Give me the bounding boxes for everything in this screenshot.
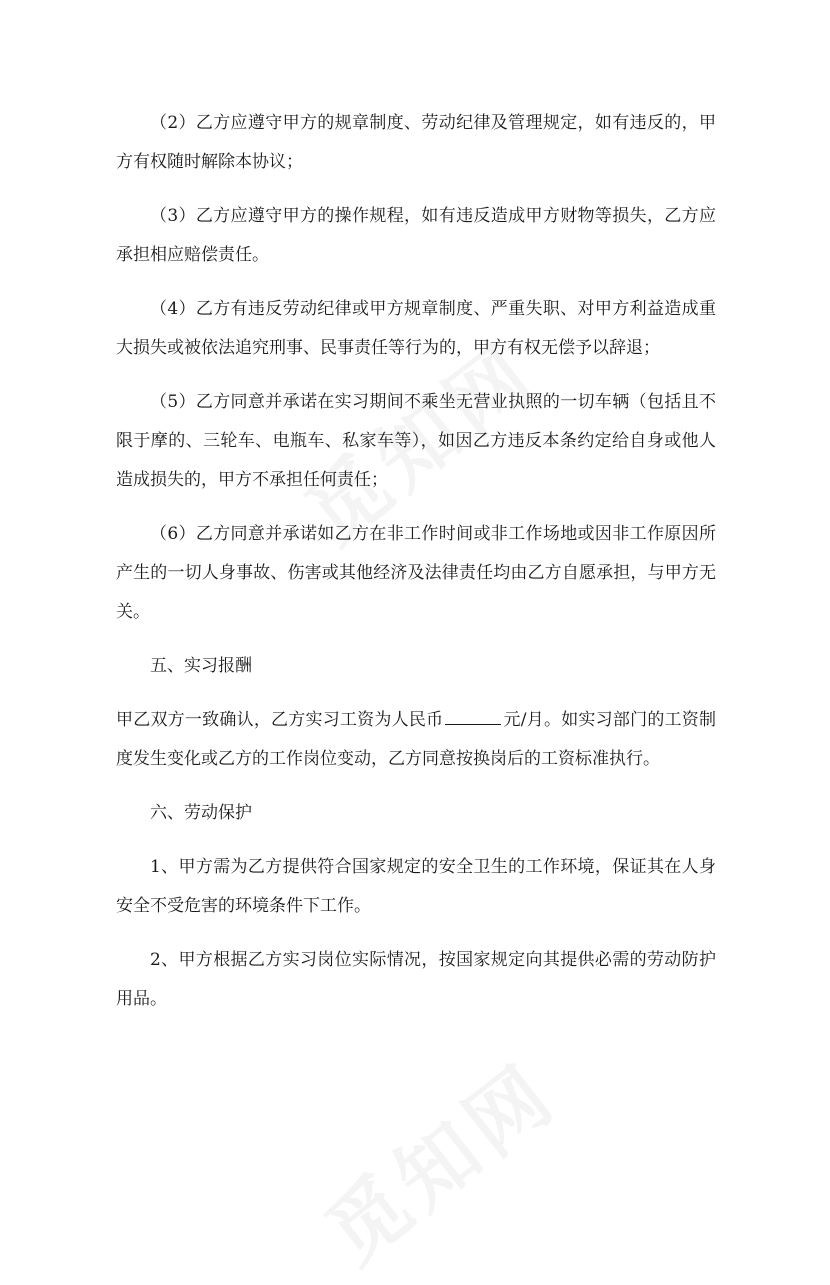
salary-clause-before: 甲乙双方一致确认，乙方实习工资为人民币	[116, 710, 444, 730]
watermark	[298, 1009, 602, 1280]
document-body	[116, 104, 716, 1034]
clause-2: （2）乙方应遵守甲方的规章制度、劳动纪律及管理规定，如有违反的，甲方有权随时解除本协议；	[116, 113, 716, 172]
salary-clause	[116, 701, 716, 779]
clause-5: （5）乙方同意并承诺在实习期间不乘坐无营业执照的一切车辆（包括且不限于摩的、三轮车、电瓶车、私家车等），如因乙方违反本条约定给自身或他人造成损失的，甲方不承担任何责任；	[116, 392, 716, 490]
section-heading-protection: 六、劳动保护	[150, 803, 252, 823]
section-heading-compensation: 五、实习报酬	[150, 656, 252, 676]
salary-clause-after: 元/月。如实习部门的工资制度发生变化或乙方的工作岗位变动，乙方同意按换岗后的工资标准执行。	[116, 710, 717, 769]
clause-4: （4）乙方有违反劳动纪律或甲方规章制度、严重失职、对甲方利益造成重大损失或被依法追究刑事、民事责任等行为的，甲方有权无偿予以辞退；	[116, 299, 716, 358]
protection-clause-2: 2、甲方根据乙方实习岗位实际情况，按国家规定向其提供必需的劳动防护用品。	[116, 950, 716, 1009]
protection-clause-1: 1、甲方需为乙方提供符合国家规定的安全卫生的工作环境，保证其在人身安全不受危害的环境条件下工作。	[116, 857, 716, 916]
clause-3: （3）乙方应遵守甲方的操作规程，如有违反造成甲方财物等损失，乙方应承担相应赔偿责任。	[116, 206, 716, 265]
salary-blank	[445, 706, 501, 725]
clause-6: （6）乙方同意并承诺如乙方在非工作时间或非工作场地或因非工作原因所产生的一切人身事故、伤害或其他经济及法律责任均由乙方自愿承担，与甲方无关。	[116, 524, 716, 622]
